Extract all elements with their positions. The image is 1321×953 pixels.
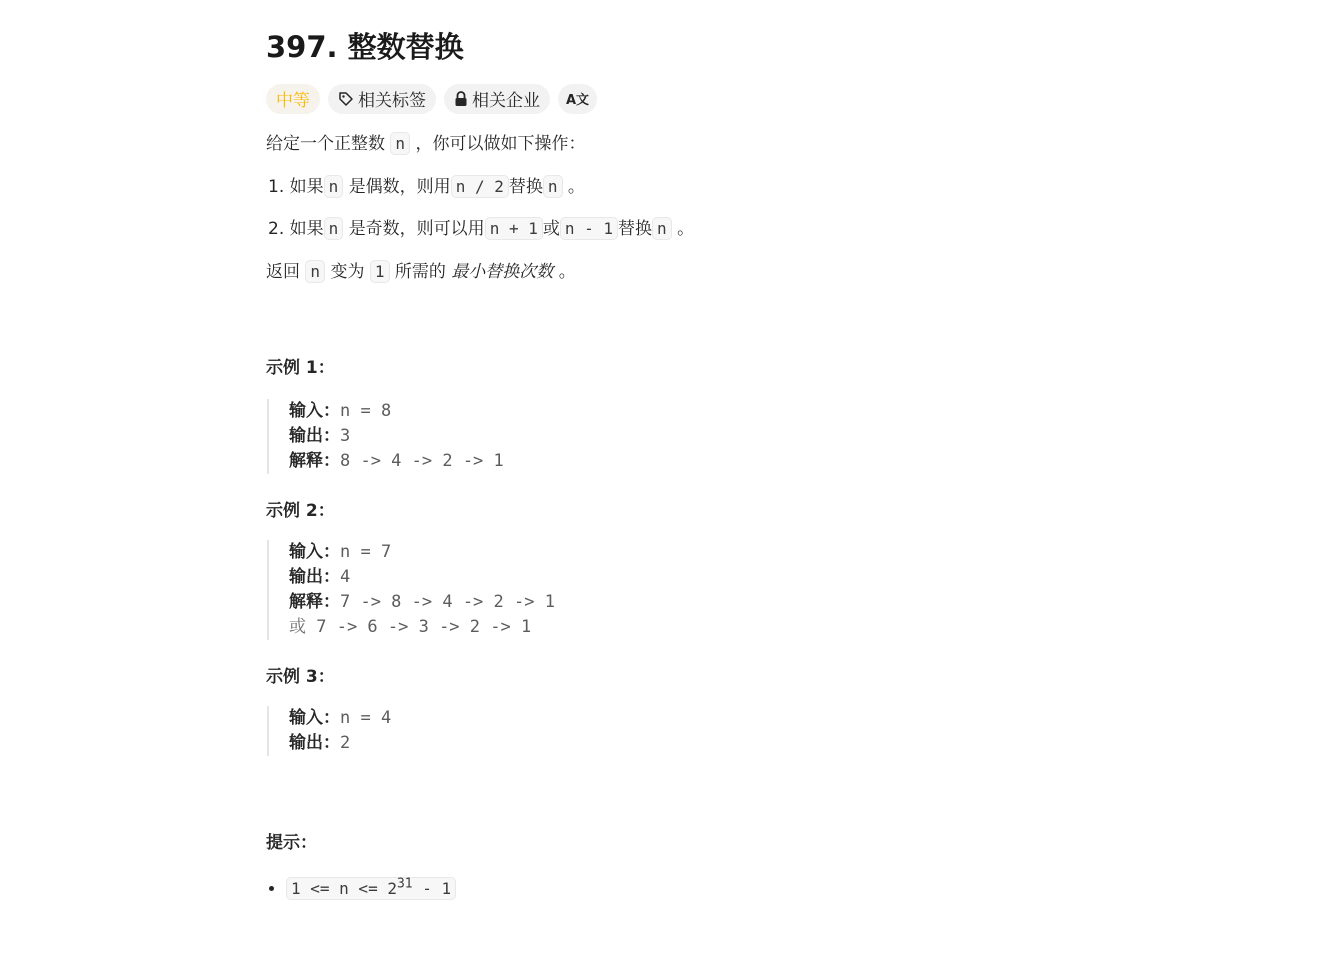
inline-code: n [652, 217, 672, 240]
example-output [289, 731, 1026, 756]
tag-bar [266, 83, 1026, 114]
lock-icon [454, 91, 468, 107]
input-label: 输入： [289, 708, 340, 728]
constraint-suffix: - 1 [412, 879, 452, 899]
output-value: 4 [340, 567, 351, 587]
inline-code: n - 1 [560, 217, 618, 240]
output-label: 输出： [289, 733, 340, 753]
rule-text: 是偶数，则用 [348, 177, 451, 197]
inline-code: n [543, 175, 563, 198]
rule-text: 替换 [618, 219, 653, 239]
inline-code: n [305, 260, 325, 283]
inline-code: n [390, 132, 410, 155]
difficulty-badge[interactable] [266, 84, 320, 114]
tag-icon [338, 91, 354, 107]
return-text: 。 [558, 262, 576, 282]
example-output [289, 565, 1026, 590]
input-value: n = 4 [340, 708, 392, 728]
example-output [289, 424, 1026, 449]
example-explain [289, 449, 1026, 474]
explain-label: 解释： [289, 592, 340, 612]
rule-item [268, 215, 1026, 243]
hints-list [266, 871, 1026, 903]
emphasis-text: 最小替换次数 [451, 262, 554, 282]
inline-code: n + 1 [485, 217, 543, 240]
alt-or-label: 或 [289, 617, 306, 637]
output-label: 输出： [289, 567, 340, 587]
problem-title: 397. 整数替换 [266, 30, 464, 64]
hint-item [286, 871, 1026, 903]
related-tags-label: 相关标签 [358, 91, 426, 111]
related-tags-button[interactable] [328, 84, 436, 114]
example-input [289, 399, 1026, 424]
example-title: 示例 3： [266, 667, 335, 687]
rule-text: 或 [542, 219, 560, 239]
output-value: 3 [340, 426, 351, 446]
rules-list [266, 173, 1026, 243]
inline-code: n [324, 217, 344, 240]
constraint-exponent: 31 [396, 877, 413, 892]
problem-intro [266, 130, 1026, 158]
example-input [289, 706, 1026, 731]
hints-title: 提示： [266, 833, 317, 853]
rule-text: 。 [567, 177, 585, 197]
rule-text: 如果 [289, 219, 324, 239]
alt-value: 7 -> 6 -> 3 -> 2 -> 1 [316, 617, 532, 637]
input-label: 输入： [289, 542, 340, 562]
problem-description [266, 26, 1026, 903]
example-alt [289, 615, 1026, 640]
constraint-code [286, 877, 456, 900]
explain-value: 8 -> 4 -> 2 -> 1 [340, 451, 504, 471]
rule-item [268, 173, 1026, 201]
return-text: 变为 [330, 262, 365, 282]
example-explain [289, 590, 1026, 615]
example-input [289, 540, 1026, 565]
return-statement [266, 258, 1026, 286]
explain-value: 7 -> 8 -> 4 -> 2 -> 1 [340, 592, 555, 612]
input-label: 输入： [289, 401, 340, 421]
related-companies-label: 相关企业 [472, 91, 540, 111]
inline-code: 1 [370, 260, 390, 283]
example-block [267, 399, 1026, 474]
inline-code: n [324, 175, 344, 198]
inline-code: n / 2 [451, 175, 509, 198]
intro-text: ，你可以做如下操作： [415, 134, 586, 154]
rule-text: 是奇数，则可以用 [348, 219, 485, 239]
return-text: 返回 [266, 262, 300, 282]
related-companies-button[interactable] [444, 84, 550, 114]
list-number: 2. [268, 219, 285, 239]
output-value: 2 [340, 733, 351, 753]
translate-button[interactable] [558, 84, 597, 114]
example-block [267, 706, 1026, 756]
constraint-prefix: 1 <= n <= 2 [291, 879, 397, 899]
example-title: 示例 2： [266, 501, 335, 521]
rule-text: 。 [677, 219, 695, 239]
explain-label: 解释： [289, 451, 340, 471]
rule-text: 替换 [508, 177, 543, 197]
output-label: 输出： [289, 426, 340, 446]
return-text: 所需的 [394, 262, 446, 282]
translate-icon: A文 [566, 93, 590, 108]
input-value: n = 8 [340, 401, 392, 421]
difficulty-label: 中等 [276, 91, 310, 111]
list-number: 1. [268, 177, 285, 197]
intro-text: 给定一个正整数 [266, 134, 385, 154]
input-value: n = 7 [340, 542, 392, 562]
example-title: 示例 1： [266, 358, 335, 378]
example-block [267, 540, 1026, 640]
rule-text: 如果 [289, 177, 324, 197]
